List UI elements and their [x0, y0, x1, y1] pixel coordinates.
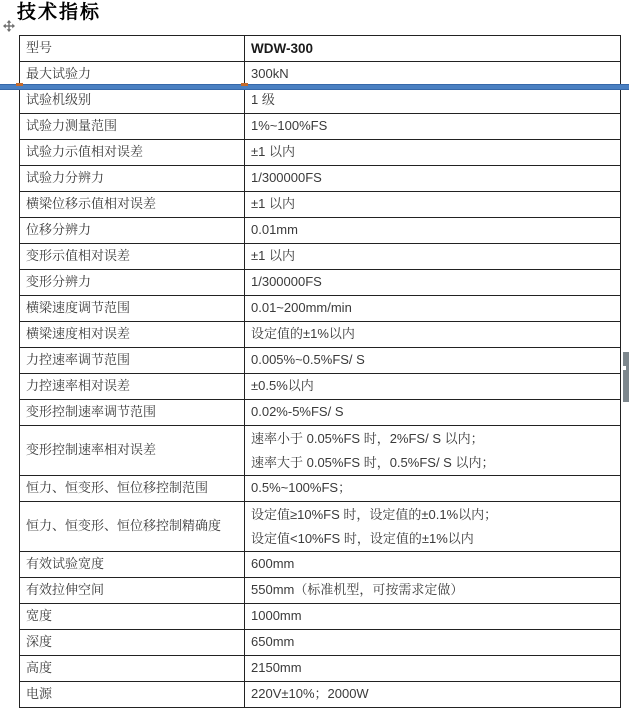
row-value[interactable]: 0.005%~0.5%FS/ S — [245, 348, 621, 374]
row-value-line-2: 速率大于 0.05%FS 时，0.5%FS/ S 以内； — [251, 454, 495, 470]
row-value[interactable]: 0.02%-5%FS/ S — [245, 400, 621, 426]
row-label[interactable]: 高度 — [20, 656, 245, 682]
table-row — [20, 88, 621, 114]
row-value[interactable]: 550mm（标准机型，可按需求定做） — [245, 578, 621, 604]
table-row — [20, 348, 621, 374]
border-highlight-line — [0, 84, 629, 90]
spec-table — [19, 35, 621, 708]
row-value[interactable]: 0.5%~100%FS； — [245, 476, 621, 502]
row-label[interactable]: 深度 — [20, 630, 245, 656]
row-value[interactable]: 0.01mm — [245, 218, 621, 244]
table-row — [20, 374, 621, 400]
table-row — [20, 36, 621, 62]
row-value[interactable]: 1/300000FS — [245, 270, 621, 296]
table-row — [20, 244, 621, 270]
row-value[interactable] — [245, 426, 621, 476]
row-value[interactable]: 1000mm — [245, 604, 621, 630]
row-label[interactable]: 最大试验力 — [20, 62, 245, 88]
row-label[interactable]: 变形控制速率调节范围 — [20, 400, 245, 426]
row-label[interactable]: 横梁位移示值相对误差 — [20, 192, 245, 218]
row-value-line-1: 设定值≥10%FS 时，设定值的±0.1%以内； — [251, 506, 498, 522]
table-row — [20, 400, 621, 426]
row-label[interactable]: 试验力测量范围 — [20, 114, 245, 140]
row-label[interactable]: 变形控制速率相对误差 — [20, 426, 245, 476]
row-value[interactable]: 650mm — [245, 630, 621, 656]
row-label[interactable]: 变形示值相对误差 — [20, 244, 245, 270]
table-row — [20, 426, 621, 476]
row-label[interactable]: 恒力、恒变形、恒位移控制范围 — [20, 476, 245, 502]
row-label[interactable]: 横梁速度调节范围 — [20, 296, 245, 322]
table-row — [20, 114, 621, 140]
row-value[interactable]: ±1 以内 — [245, 140, 621, 166]
row-label[interactable]: 试验力示值相对误差 — [20, 140, 245, 166]
border-highlight-tick — [16, 83, 23, 86]
page-title: 技术指标 — [17, 2, 102, 23]
row-value[interactable]: 设定值的±1%以内 — [245, 322, 621, 348]
row-label[interactable]: 有效拉伸空间 — [20, 578, 245, 604]
table-row — [20, 140, 621, 166]
row-value[interactable]: 1/300000FS — [245, 166, 621, 192]
row-value[interactable]: 220V±10%；2000W — [245, 682, 621, 708]
row-value[interactable]: ±1 以内 — [245, 192, 621, 218]
row-value[interactable]: 600mm — [245, 552, 621, 578]
row-label[interactable]: 力控速率调节范围 — [20, 348, 245, 374]
row-label[interactable]: 力控速率相对误差 — [20, 374, 245, 400]
row-label[interactable]: 横梁速度相对误差 — [20, 322, 245, 348]
row-value[interactable]: WDW-300 — [245, 36, 621, 62]
row-label[interactable]: 有效试验宽度 — [20, 552, 245, 578]
row-value[interactable]: 1 级 — [245, 88, 621, 114]
scrollbar-thumb-notch — [623, 366, 626, 370]
table-row — [20, 218, 621, 244]
row-value[interactable] — [245, 502, 621, 552]
row-label[interactable]: 恒力、恒变形、恒位移控制精确度 — [20, 502, 245, 552]
table-row — [20, 192, 621, 218]
table-row — [20, 578, 621, 604]
row-label[interactable]: 电源 — [20, 682, 245, 708]
table-row — [20, 322, 621, 348]
table-row — [20, 604, 621, 630]
row-label[interactable]: 变形分辨力 — [20, 270, 245, 296]
table-row — [20, 502, 621, 552]
table-row — [20, 656, 621, 682]
row-value-line-1: 速率小于 0.05%FS 时，2%FS/ S 以内； — [251, 430, 484, 446]
row-label[interactable]: 位移分辨力 — [20, 218, 245, 244]
row-value[interactable]: ±1 以内 — [245, 244, 621, 270]
table-row — [20, 270, 621, 296]
border-highlight-tick — [241, 83, 248, 86]
table-row — [20, 476, 621, 502]
row-value-line-2: 设定值<10%FS 时，设定值的±1%以内 — [251, 530, 474, 546]
row-value[interactable]: ±0.5%以内 — [245, 374, 621, 400]
table-row — [20, 296, 621, 322]
table-row — [20, 552, 621, 578]
row-label[interactable]: 宽度 — [20, 604, 245, 630]
row-label[interactable]: 试验机级别 — [20, 88, 245, 114]
row-label[interactable]: 试验力分辨力 — [20, 166, 245, 192]
table-row — [20, 630, 621, 656]
table-move-handle-icon[interactable] — [3, 19, 15, 31]
row-label[interactable]: 型号 — [20, 36, 245, 62]
row-value[interactable]: 2150mm — [245, 656, 621, 682]
table-row — [20, 682, 621, 708]
row-value[interactable]: 1%~100%FS — [245, 114, 621, 140]
row-value[interactable]: 0.01~200mm/min — [245, 296, 621, 322]
table-row — [20, 166, 621, 192]
scrollbar-thumb[interactable] — [623, 352, 629, 402]
row-value[interactable]: 300kN — [245, 62, 621, 88]
